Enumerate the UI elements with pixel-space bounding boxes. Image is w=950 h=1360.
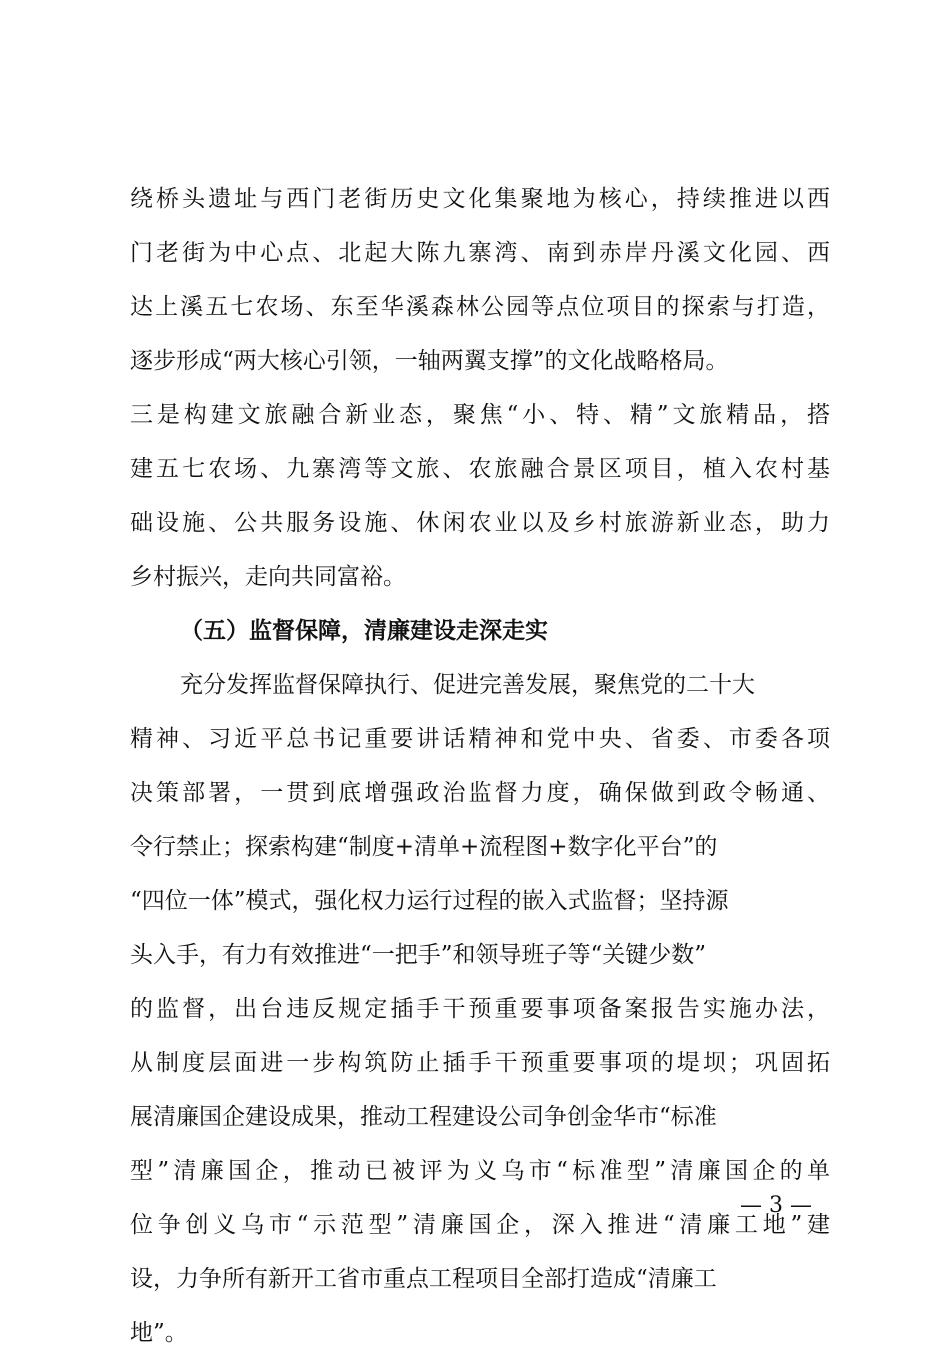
text-line: 绕桥头遗址与西门老街历史文化集聚地为核心，持续推进以西	[130, 186, 830, 212]
text-line: 充分发挥监督保障执行、促进完善发展，聚焦党的二十大	[180, 672, 755, 698]
text-line: “四位一体”模式，强化权力运行过程的嵌入式监督；坚持源	[130, 888, 729, 914]
text-line: 建五七农场、九寨湾等文旅、农旅融合景区项目，植入农村基	[130, 456, 830, 482]
page-number: — 3 —	[740, 1193, 812, 1218]
text-line: 的监督，出台违反规定插手干预重要事项备案报告实施办法，	[130, 996, 830, 1022]
text-line: 令行禁止；探索构建“制度+清单+流程图+数字化平台”的	[130, 834, 718, 860]
text-line: 精神、习近平总书记重要讲话精神和党中央、省委、市委各项	[130, 726, 830, 752]
text-line: 三是构建文旅融合新业态，聚焦“小、特、精”文旅精品，搭	[130, 402, 830, 428]
text-line: 地”。	[130, 1320, 188, 1346]
text-line: 逐步形成“两大核心引领，一轴两翼支撑”的文化战略格局。	[130, 348, 729, 374]
text-line: 展清廉国企建设成果，推动工程建设公司争创金华市“标准	[130, 1104, 717, 1130]
text-line: 乡村振兴，走向共同富裕。	[130, 564, 406, 590]
text-line: 达上溪五七农场、东至华溪森林公园等点位项目的探索与打造，	[130, 294, 830, 320]
text-line: 设，力争所有新开工省市重点工程项目全部打造成“清廉工	[130, 1266, 717, 1292]
text-line: 门老街为中心点、北起大陈九寨湾、南到赤岸丹溪文化园、西	[130, 240, 830, 266]
document-body	[130, 172, 830, 1360]
text-line: 础设施、公共服务设施、休闲农业以及乡村旅游新业态，助力	[130, 510, 830, 536]
text-line: 从制度层面进一步构筑防止插手干预重要事项的堤坝；巩固拓	[130, 1050, 830, 1076]
text-line: 型”清廉国企，推动已被评为义乌市“标准型”清廉国企的单	[130, 1158, 830, 1184]
section-heading: （五）监督保障，清廉建设走深走实	[180, 617, 548, 644]
text-line: 决策部署，一贯到底增强政治监督力度，确保做到政令畅通、	[130, 780, 830, 806]
text-line: 位争创义乌市“示范型”清廉国企，深入推进“清廉工地”建	[130, 1212, 830, 1238]
text-line: 头入手，有力有效推进“一把手”和领导班子等“关键少数”	[130, 942, 707, 968]
